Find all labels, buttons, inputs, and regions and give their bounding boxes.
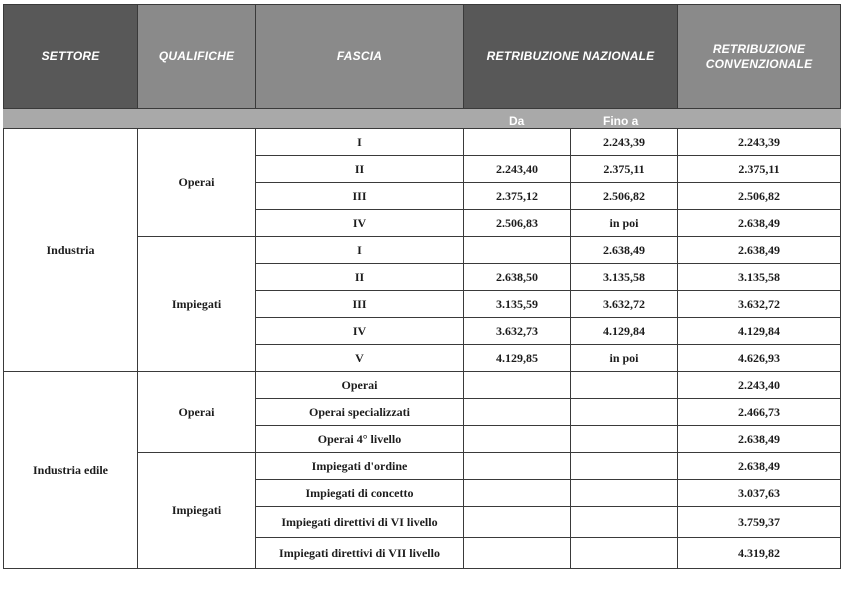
conv-cell: 2.638,49 bbox=[678, 426, 841, 453]
conv-cell: 3.759,37 bbox=[678, 507, 841, 538]
conv-cell: 2.506,82 bbox=[678, 183, 841, 210]
fino-cell bbox=[571, 453, 678, 480]
fino-cell bbox=[571, 507, 678, 538]
fino-cell: 3.135,58 bbox=[571, 264, 678, 291]
fino-cell: 2.375,11 bbox=[571, 156, 678, 183]
fino-cell bbox=[571, 399, 678, 426]
sector-industria-edile: Industria edile bbox=[4, 372, 138, 569]
da-cell: 3.135,59 bbox=[464, 291, 571, 318]
conv-cell: 2.243,39 bbox=[678, 129, 841, 156]
fascia-cell: II bbox=[256, 264, 464, 291]
qualifica-industria-impiegati: Impiegati bbox=[138, 237, 256, 372]
conv-cell: 3.135,58 bbox=[678, 264, 841, 291]
da-cell bbox=[464, 129, 571, 156]
header-retribuzione-convenzionale: RETRIBUZIONE CONVENZIONALE bbox=[678, 5, 841, 109]
conv-cell: 3.037,63 bbox=[678, 480, 841, 507]
subheader-fino-a: Fino a bbox=[571, 109, 678, 129]
fascia-cell: I bbox=[256, 129, 464, 156]
da-cell: 3.632,73 bbox=[464, 318, 571, 345]
da-cell bbox=[464, 507, 571, 538]
header-fascia: FASCIA bbox=[256, 5, 464, 109]
fino-cell: in poi bbox=[571, 345, 678, 372]
fino-cell: 4.129,84 bbox=[571, 318, 678, 345]
conv-cell: 3.632,72 bbox=[678, 291, 841, 318]
da-cell: 2.506,83 bbox=[464, 210, 571, 237]
da-cell: 2.375,12 bbox=[464, 183, 571, 210]
header-settore: SETTORE bbox=[4, 5, 138, 109]
fascia-cell: IV bbox=[256, 318, 464, 345]
subheader-da: Da bbox=[464, 109, 571, 129]
sector-industria: Industria bbox=[4, 129, 138, 372]
fascia-cell: Operai 4° livello bbox=[256, 426, 464, 453]
da-cell bbox=[464, 480, 571, 507]
fino-cell bbox=[571, 372, 678, 399]
conv-cell: 2.375,11 bbox=[678, 156, 841, 183]
fascia-cell: IV bbox=[256, 210, 464, 237]
conv-cell: 4.626,93 bbox=[678, 345, 841, 372]
fascia-cell: II bbox=[256, 156, 464, 183]
fascia-cell: III bbox=[256, 183, 464, 210]
conv-cell: 2.638,49 bbox=[678, 453, 841, 480]
fascia-cell: Operai specializzati bbox=[256, 399, 464, 426]
da-cell bbox=[464, 538, 571, 569]
subheader-cell bbox=[256, 109, 464, 129]
qualifica-industria-operai: Operai bbox=[138, 129, 256, 237]
fino-cell: 2.506,82 bbox=[571, 183, 678, 210]
da-cell bbox=[464, 453, 571, 480]
conv-cell: 4.129,84 bbox=[678, 318, 841, 345]
fino-cell bbox=[571, 480, 678, 507]
conv-cell: 2.638,49 bbox=[678, 210, 841, 237]
conv-cell: 2.638,49 bbox=[678, 237, 841, 264]
da-cell: 4.129,85 bbox=[464, 345, 571, 372]
qualifica-edile-operai: Operai bbox=[138, 372, 256, 453]
fascia-cell: I bbox=[256, 237, 464, 264]
fascia-cell: V bbox=[256, 345, 464, 372]
fascia-cell: Impiegati direttivi di VII livello bbox=[256, 538, 464, 569]
da-cell: 2.638,50 bbox=[464, 264, 571, 291]
conv-cell: 4.319,82 bbox=[678, 538, 841, 569]
fascia-cell: Impiegati direttivi di VI livello bbox=[256, 507, 464, 538]
table-row bbox=[4, 129, 841, 156]
retribuzioni-table bbox=[3, 4, 841, 569]
fino-cell bbox=[571, 426, 678, 453]
da-cell bbox=[464, 399, 571, 426]
subheader-cell bbox=[138, 109, 256, 129]
fino-cell bbox=[571, 538, 678, 569]
header-retribuzione-nazionale: RETRIBUZIONE NAZIONALE bbox=[464, 5, 678, 109]
fascia-cell: Impiegati di concetto bbox=[256, 480, 464, 507]
header-qualifiche: QUALIFICHE bbox=[138, 5, 256, 109]
table-row bbox=[4, 372, 841, 399]
fascia-cell: Operai bbox=[256, 372, 464, 399]
conv-cell: 2.243,40 bbox=[678, 372, 841, 399]
conv-cell: 2.466,73 bbox=[678, 399, 841, 426]
subheader-cell bbox=[678, 109, 841, 129]
da-cell bbox=[464, 426, 571, 453]
fino-cell: in poi bbox=[571, 210, 678, 237]
fascia-cell: Impiegati d'ordine bbox=[256, 453, 464, 480]
fino-cell: 2.243,39 bbox=[571, 129, 678, 156]
da-cell bbox=[464, 237, 571, 264]
subheader-cell bbox=[4, 109, 138, 129]
fino-cell: 3.632,72 bbox=[571, 291, 678, 318]
qualifica-edile-impiegati: Impiegati bbox=[138, 453, 256, 569]
fino-cell: 2.638,49 bbox=[571, 237, 678, 264]
da-cell bbox=[464, 372, 571, 399]
da-cell: 2.243,40 bbox=[464, 156, 571, 183]
fascia-cell: III bbox=[256, 291, 464, 318]
